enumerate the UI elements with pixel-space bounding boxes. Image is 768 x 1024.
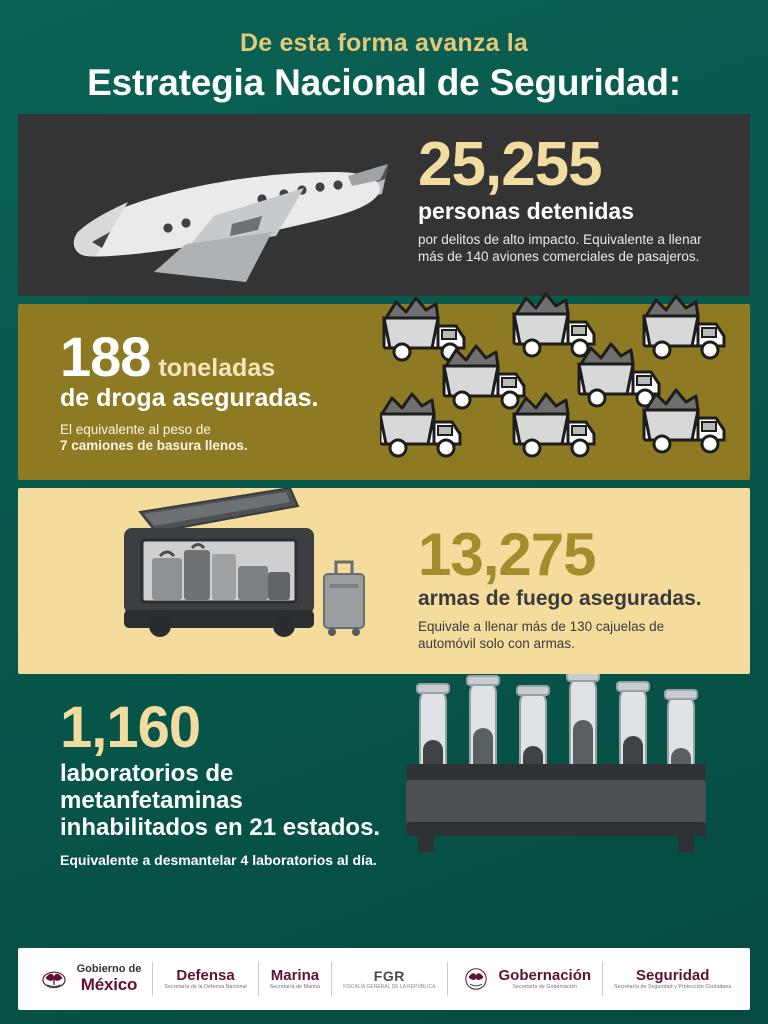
footer-logo-bar [18, 948, 750, 1010]
stat-description-droga-line2: 7 camiones de basura llenos. [60, 438, 248, 454]
gobierno-label: Gobierno de [76, 963, 142, 976]
car-trunk-luggage-icon [78, 454, 408, 674]
test-tubes-icon [400, 674, 740, 864]
airplane-icon [36, 132, 406, 282]
fgr-label: FGR [373, 967, 405, 984]
stat-number-detenidos: 25,255 [418, 130, 602, 200]
logo-marina [259, 957, 331, 1001]
stat-text-detenidos [418, 130, 728, 265]
gobernacion-label: Gobernación [498, 966, 592, 984]
stat-number-armas: 13,275 [418, 521, 596, 589]
stat-subtitle-laboratorios-line3: inhabilitados en 21 estados. [60, 814, 381, 842]
eagle-emblem-icon [37, 966, 71, 992]
seguridad-sublabel: Secretaría de Seguridad y Protección Ciudadana [614, 983, 732, 990]
stat-number-droga: 188 [60, 325, 151, 389]
page-title [0, 0, 768, 114]
logo-fgr [332, 957, 446, 1001]
defensa-label: Defensa [176, 966, 235, 984]
stat-text-droga [60, 325, 400, 455]
stat-panel-detenidos [18, 114, 750, 296]
stat-text-laboratorios [60, 695, 420, 869]
title-line-2: Estrategia Nacional de Seguridad: [87, 61, 681, 103]
logo-seguridad [603, 957, 742, 1001]
stat-subtitle-detenidos: personas detenidas [418, 198, 635, 225]
marina-sublabel: Secretaría de Marina [269, 983, 321, 990]
mexico-label: México [80, 974, 138, 994]
gobernacion-emblem-icon [459, 966, 493, 992]
stat-description-droga-line1: El equivalente al peso de [60, 421, 211, 437]
logo-gobierno-mexico [26, 957, 153, 1001]
stat-subtitle-laboratorios-line1: laboratorios de [60, 760, 234, 788]
logo-defensa [153, 957, 257, 1001]
seguridad-label: Seguridad [636, 966, 710, 984]
stat-number-laboratorios: 1,160 [60, 695, 201, 761]
stat-description-armas-line2: automóvil solo con armas. [418, 635, 575, 651]
gobernacion-sublabel: Secretaría de Gobernación [512, 983, 578, 990]
logo-gobernacion [448, 957, 603, 1001]
stat-subtitle-droga: de droga aseguradas. [60, 383, 319, 412]
stat-text-armas [418, 521, 738, 652]
garbage-truck-icon [380, 292, 760, 492]
fgr-sublabel: FISCALÍA GENERAL DE LA REPÚBLICA [343, 983, 436, 990]
stat-panel-armas [18, 488, 750, 674]
stat-description-armas-line1: Equivale a llenar más de 130 cajuelas de [418, 618, 665, 634]
title-line-1: De esta forma avanza la [239, 29, 529, 57]
stat-description-detenidos: por delitos de alto impacto. Equivalente a llenar más de 140 aviones comerciales de pasajeros. [418, 231, 702, 264]
stat-subtitle-laboratorios-line2: metanfetaminas [60, 787, 243, 815]
defensa-sublabel: Secretaría de la Defensa Nacional [164, 983, 247, 990]
stat-panel-laboratorios [18, 682, 750, 878]
stat-description-laboratorios: Equivalente a desmantelar 4 laboratorios al día. [60, 852, 377, 869]
stat-unit-droga: toneladas [158, 354, 276, 383]
marina-label: Marina [270, 966, 320, 984]
stat-subtitle-armas: armas de fuego aseguradas. [418, 587, 702, 611]
